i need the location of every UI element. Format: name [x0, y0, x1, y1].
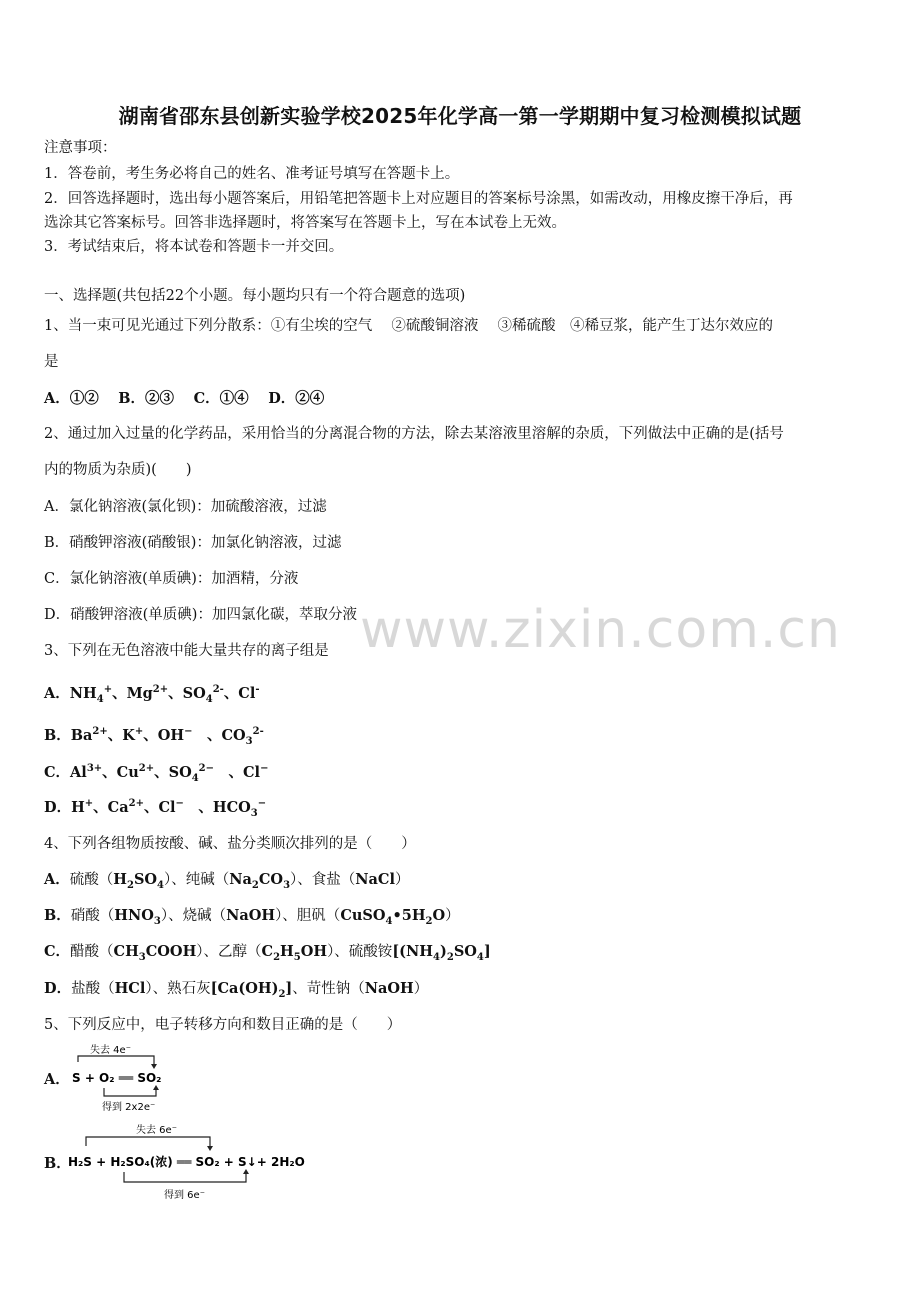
- q5-option-b-label: B．: [44, 1155, 71, 1172]
- q3-stem: 3、下列在无色溶液中能大量共存的离子组是: [44, 643, 329, 659]
- q5-a-lost-label: 失去 4e⁻: [90, 1045, 131, 1056]
- q5-stem: 5、下列反应中，电子转移方向和数目正确的是（ ）: [44, 1017, 402, 1033]
- q2-stem-b: 内的物质为杂质)( ): [44, 462, 192, 478]
- notice-line-2a: 2．回答选择题时，选出每小题答案后，用铅笔把答题卡上对应题目的答案标号涂黑，如需改动，用橡皮擦干净后，再: [44, 191, 793, 207]
- q2-option-b: B．硝酸钾溶液(硝酸银)：加氯化钠溶液，过滤: [44, 535, 342, 551]
- section-heading: 一、选择题(共包括22个小题。每小题均只有一个符合题意的选项): [44, 288, 466, 304]
- page-title: 湖南省邵东县创新实验学校2025年化学高一第一学期期中复习检测模拟试题: [118, 104, 802, 128]
- notice-line-3: 3．考试结束后，将本试卷和答题卡一并交回。: [44, 239, 344, 255]
- notice-line-1: 1．答卷前，考生务必将自己的姓名、准考证号填写在答题卡上。: [44, 166, 460, 182]
- q5-b-gain-label: 得到 6e⁻: [164, 1190, 205, 1201]
- notice-line-2b: 选涂其它答案标号。回答非选择题时，将答案写在答题卡上，写在本试卷上无效。: [44, 215, 566, 231]
- q4-option-a: A．硫酸$(H_2SO_4)$、纯碱$(Na_2CO_3)$、食盐（NaCl）: [44, 871, 410, 891]
- q1-options: A．①② B．②③ C．①④ D．②④: [44, 390, 325, 407]
- q3-option-d: D．H+、$Ca^{2+}$、Cl− 、$HCO_3^-$: [44, 798, 267, 819]
- q2-option-d: D．硝酸钾溶液(单质碘)：加四氯化碳，萃取分液: [44, 607, 357, 623]
- q5-option-a-label: A．: [44, 1071, 70, 1088]
- q1-stem-a: 1、当一束可见光通过下列分散系：①有尘埃的空气 ②硫酸铜溶液 ③稀硫酸 ④稀豆浆，能产生丁达尔效应的: [44, 318, 773, 334]
- q3-option-a: A．$NH_4^+$、$Mg^{2+}$、$SO_4^{2-}$、Cl-: [44, 684, 260, 705]
- q4-option-d: D．盐酸（HCl）、熟石灰$[Ca(OH)_2]$、苛性钠（NaOH）: [44, 980, 429, 1000]
- q4-stem: 4、下列各组物质按酸、碱、盐分类顺次排列的是（ ）: [44, 836, 416, 852]
- q5-option-b-diagram: [66, 1120, 306, 1204]
- q1-stem-b: 是: [44, 354, 59, 370]
- q3-option-b: B．$Ba^{2+}$、K+、OH− 、$CO_3^{2-}$: [44, 726, 264, 747]
- q2-option-a: A．氯化钠溶液(氯化钡)：加硫酸溶液，过滤: [44, 499, 327, 515]
- q2-stem-a: 2、通过加入过量的化学药品，采用恰当的分离混合物的方法，除去某溶液里溶解的杂质，下列做法中正确的是(括号: [44, 426, 784, 442]
- notice-heading: 注意事项：: [44, 140, 117, 156]
- q4-option-b: B．硝酸$(HNO_3)$、烧碱（NaOH）、胆矾$(CuSO_4•5H_2O)$: [44, 907, 460, 927]
- q5-a-equation: S + O₂ ══ SO₂: [72, 1071, 162, 1085]
- q5-a-gain-label: 得到 2x2e⁻: [102, 1102, 156, 1113]
- q5-b-equation: H₂S + H₂SO₄(浓) ══ SO₂ + S↓+ 2H₂O: [68, 1155, 305, 1169]
- q3-option-c: C．$Al^{3+}$、$Cu^{2+}$、$SO_4^{2-}$ 、Cl−: [44, 763, 269, 784]
- watermark: www.zixin.com.cn: [360, 600, 841, 660]
- q5-option-a-diagram: [68, 1040, 188, 1116]
- q5-b-lost-label: 失去 6e⁻: [136, 1125, 177, 1136]
- q4-option-c: C．醋酸$(CH_3COOH)$、乙醇$(C_2H_5OH)$、硫酸铵$[(NH_4)_2SO_4]$: [44, 943, 491, 963]
- q2-option-c: C．氯化钠溶液(单质碘)：加酒精，分液: [44, 571, 299, 587]
